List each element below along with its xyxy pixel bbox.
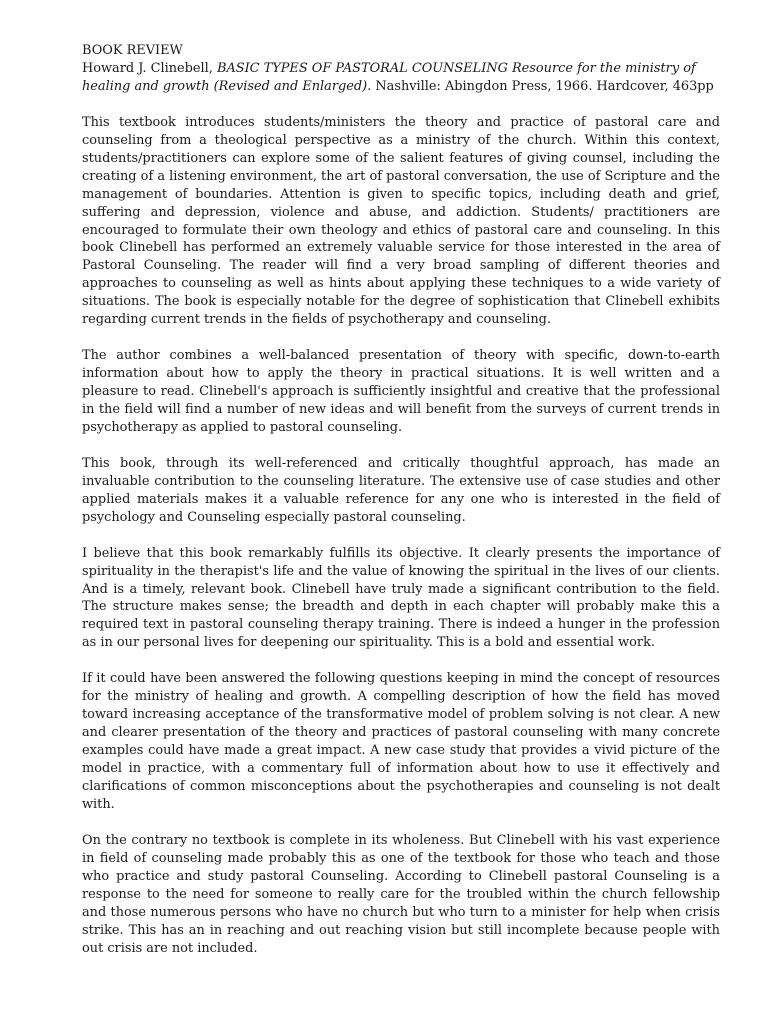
citation-title: BASIC TYPES OF PASTORAL COUNSELING Resource for the ministry of healing and growth (Revised and Enlarged) [82, 60, 696, 94]
citation-details: . Nashville: Abingdon Press, 1966. Hardcover, 463pp [367, 78, 714, 94]
review-heading: BOOK REVIEW [82, 43, 183, 58]
book-citation [82, 60, 720, 96]
review-paragraph-4: I believe that this book remarkably fulfills its objective. It clearly presents the importance of spirituality in the therapist's life and the value of knowing the spiritual in the lives of our clients. And is a timely, relevant book. Clinebell have truly made a significant contribution to the field. The structure makes sense; the breadth and depth in each chapter will probably make this a required text in pastoral counseling therapy training. There is indeed a hunger in the profession as in our personal lives for deepening our spirituality. This is a bold and essential work. [82, 545, 720, 651]
review-paragraph-6: On the contrary no textbook is complete in its wholeness. But Clinebell with his vast experience in field of counseling made probably this as one of the textbook for those who teach and those who practice and study pastoral Counseling. According to Clinebell pastoral Counseling is a response to the need for someone to really care for the troubled within the church fellowship and those numerous persons who have no church but who turn to a minister for help when crisis strike. This has an in reaching and out reaching vision but still incomplete because people with out crisis are not included. [82, 832, 720, 956]
review-paragraph-5: If it could have been answered the following questions keeping in mind the concept of resources for the ministry of healing and growth. A compelling description of how the field has moved toward increasing acceptance of the transformative model of problem solving is not clear. A new and clearer presentation of the theory and practices of pastoral counseling with many concrete examples could have made a great impact. A new case study that provides a vivid picture of the model in practice, with a commentary full of information about how to use it effectively and clarifications of common misconceptions about the psychotherapies and counseling is not dealt with. [82, 671, 720, 812]
review-paragraph-2: The author combines a well-balanced presentation of theory with specific, down-to-earth information about how to apply the theory in practical situations. It is well written and a pleasure to read. Clinebell's approach is sufficiently insightful and creative that the professional in the field will find a number of new ideas and will benefit from the surveys of current trends in psychotherapy as applied to pastoral counseling. [82, 348, 720, 435]
review-paragraph-3: This book, through its well-referenced and critically thoughtful approach, has made an invaluable contribution to the counseling literature. The extensive use of case studies and other applied materials makes it a valuable reference for any one who is interested in the field of psychology and Counseling especially pastoral counseling. [82, 455, 720, 525]
citation-author: Howard J. Clinebell, [82, 60, 217, 76]
review-paragraph-1: This textbook introduces students/ministers the theory and practice of pastoral care and counseling from a theological perspective as a ministry of the church. Within this context, students/practitioners can explore some of the salient features of giving counsel, including the creating of a listening environment, the art of pastoral conversation, the use of Scripture and the management of boundaries. Attention is given to specific topics, including death and grief, suffering and depression, violence and abuse, and addiction. Students/ practitioners are encouraged to formulate their own theology and ethics of pastoral care and counseling. In this book Clinebell has performed an extremely valuable service for those interested in the area of Pastoral Counseling. The reader will find a very broad sampling of different theories and approaches to counseling as well as hints about applying these techniques to a wide variety of situations. The book is especially notable for the degree of sophistication that Clinebell exhibits regarding current trends in the fields of psychotherapy and counseling. [82, 114, 720, 328]
document-page [82, 42, 720, 975]
